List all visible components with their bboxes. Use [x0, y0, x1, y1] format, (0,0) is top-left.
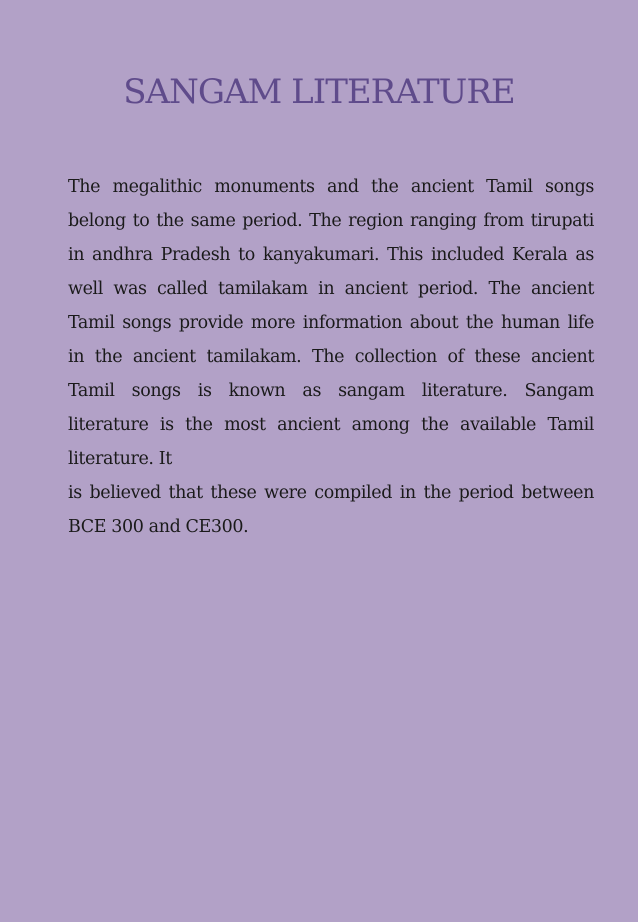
- paragraph-1: The megalithic monuments and the ancient Tamil songs belong to the same period. The region ranging from tirupati in andhra Pradesh to kanyakumari. This included Kerala as well was called tamilakam in ancient period. The ancient Tamil songs provide more information about the human life in the ancient tamilakam. The collection of these ancient Tamil songs is known as sangam literature. Sangam literature is the most ancient among the available Tamil literature. It: [68, 177, 594, 469]
- body-text: [68, 170, 594, 544]
- paragraph-2: is believed that these were compiled in the period between BCE 300 and CE300.: [68, 483, 594, 537]
- page-title: SANGAM LITERATURE: [123, 72, 515, 112]
